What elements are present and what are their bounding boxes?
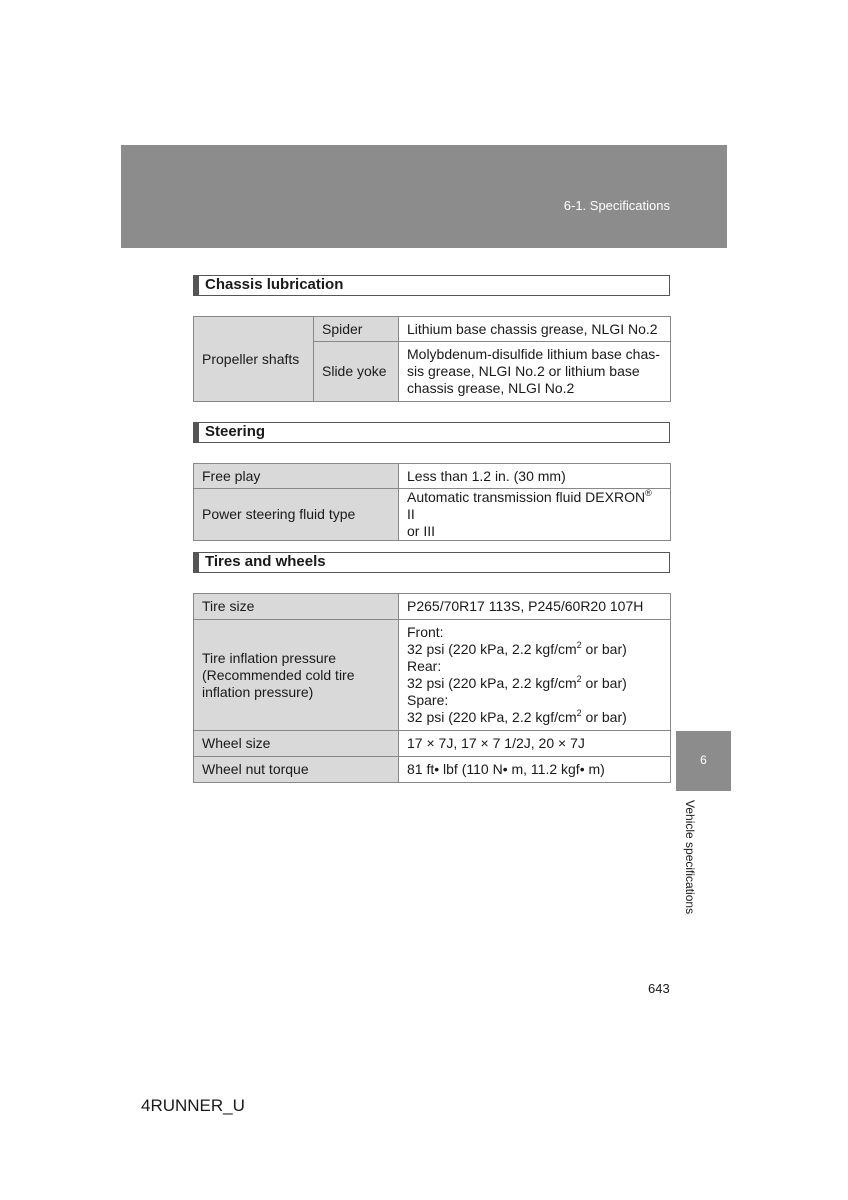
tire-pressure-label [194, 620, 399, 731]
propeller-shafts-label: Propeller shafts [194, 317, 314, 402]
page-number: 643 [648, 981, 670, 996]
spare-pressure-suffix: or bar) [581, 709, 627, 725]
chassis-table [193, 316, 671, 402]
free-play-value: Less than 1.2 in. (30 mm) [399, 464, 671, 489]
fluid-value-text: Automatic transmission fluid DEXRON [407, 489, 646, 505]
section-title-chassis: Chassis lubrication [193, 275, 670, 296]
slide-yoke-label: Slide yoke [314, 342, 399, 402]
chapter-number: 6 [700, 753, 707, 767]
power-steering-fluid-value [399, 489, 671, 541]
spider-label: Spider [314, 317, 399, 342]
squared-mark: 2 [576, 640, 582, 650]
slide-yoke-value-line: Molybdenum-disulfide lithium base chas- [407, 346, 660, 362]
free-play-label: Free play [194, 464, 399, 489]
tire-pressure-label-line: Tire inflation pressure [202, 649, 337, 666]
front-pressure-suffix: or bar) [581, 641, 627, 657]
table-row [194, 594, 671, 620]
header-band [121, 145, 727, 248]
front-heading: Front: [407, 624, 444, 640]
wheel-size-value: 17 × 7J, 17 × 7 1/2J, 20 × 7J [399, 731, 671, 757]
footer-model: 4RUNNER_U [141, 1096, 245, 1115]
tire-size-label: Tire size [194, 594, 399, 620]
squared-mark: 2 [576, 674, 582, 684]
tire-size-value: P265/70R17 113S, P245/60R20 107H [399, 594, 671, 620]
table-row [194, 620, 671, 731]
slide-yoke-value-line: chassis grease, NLGI No.2 [407, 380, 575, 396]
table-row [194, 489, 671, 541]
wheel-size-label: Wheel size [194, 731, 399, 757]
spare-heading: Spare: [407, 692, 449, 708]
fluid-value-line2: or III [407, 523, 436, 539]
rear-pressure-suffix: or bar) [581, 675, 627, 691]
front-pressure: 32 psi (220 kPa, 2.2 kgf/cm [407, 641, 577, 657]
table-row [194, 464, 671, 489]
chapter-label: Vehicle specifications [683, 800, 697, 915]
tire-pressure-label-line: inflation pressure) [202, 683, 314, 700]
spider-value: Lithium base chassis grease, NLGI No.2 [399, 317, 671, 342]
fluid-value-suffix: II [407, 506, 415, 522]
power-steering-fluid-label: Power steering fluid type [194, 489, 399, 541]
chapter-tab [676, 731, 731, 791]
slide-yoke-value [399, 342, 671, 402]
section-title-steering: Steering [193, 422, 670, 443]
table-row [194, 317, 671, 342]
section-heading: 6-1. Specifications [563, 198, 670, 213]
rear-heading: Rear: [407, 658, 442, 674]
squared-mark: 2 [576, 708, 582, 718]
wheel-nut-torque-label: Wheel nut torque [194, 757, 399, 783]
slide-yoke-value-line: sis grease, NLGI No.2 or lithium base [407, 363, 640, 379]
table-row [194, 731, 671, 757]
registered-mark: ® [645, 488, 652, 498]
table-row [194, 757, 671, 783]
rear-pressure: 32 psi (220 kPa, 2.2 kgf/cm [407, 675, 577, 691]
spare-pressure: 32 psi (220 kPa, 2.2 kgf/cm [407, 709, 577, 725]
section-title-tires: Tires and wheels [193, 552, 670, 573]
wheel-nut-torque-value: 81 ft• lbf (110 N• m, 11.2 kgf• m) [399, 757, 671, 783]
tires-table [193, 593, 671, 783]
tire-pressure-label-line: (Recommended cold tire [202, 666, 355, 683]
tire-pressure-value [399, 620, 671, 731]
steering-table [193, 463, 671, 541]
